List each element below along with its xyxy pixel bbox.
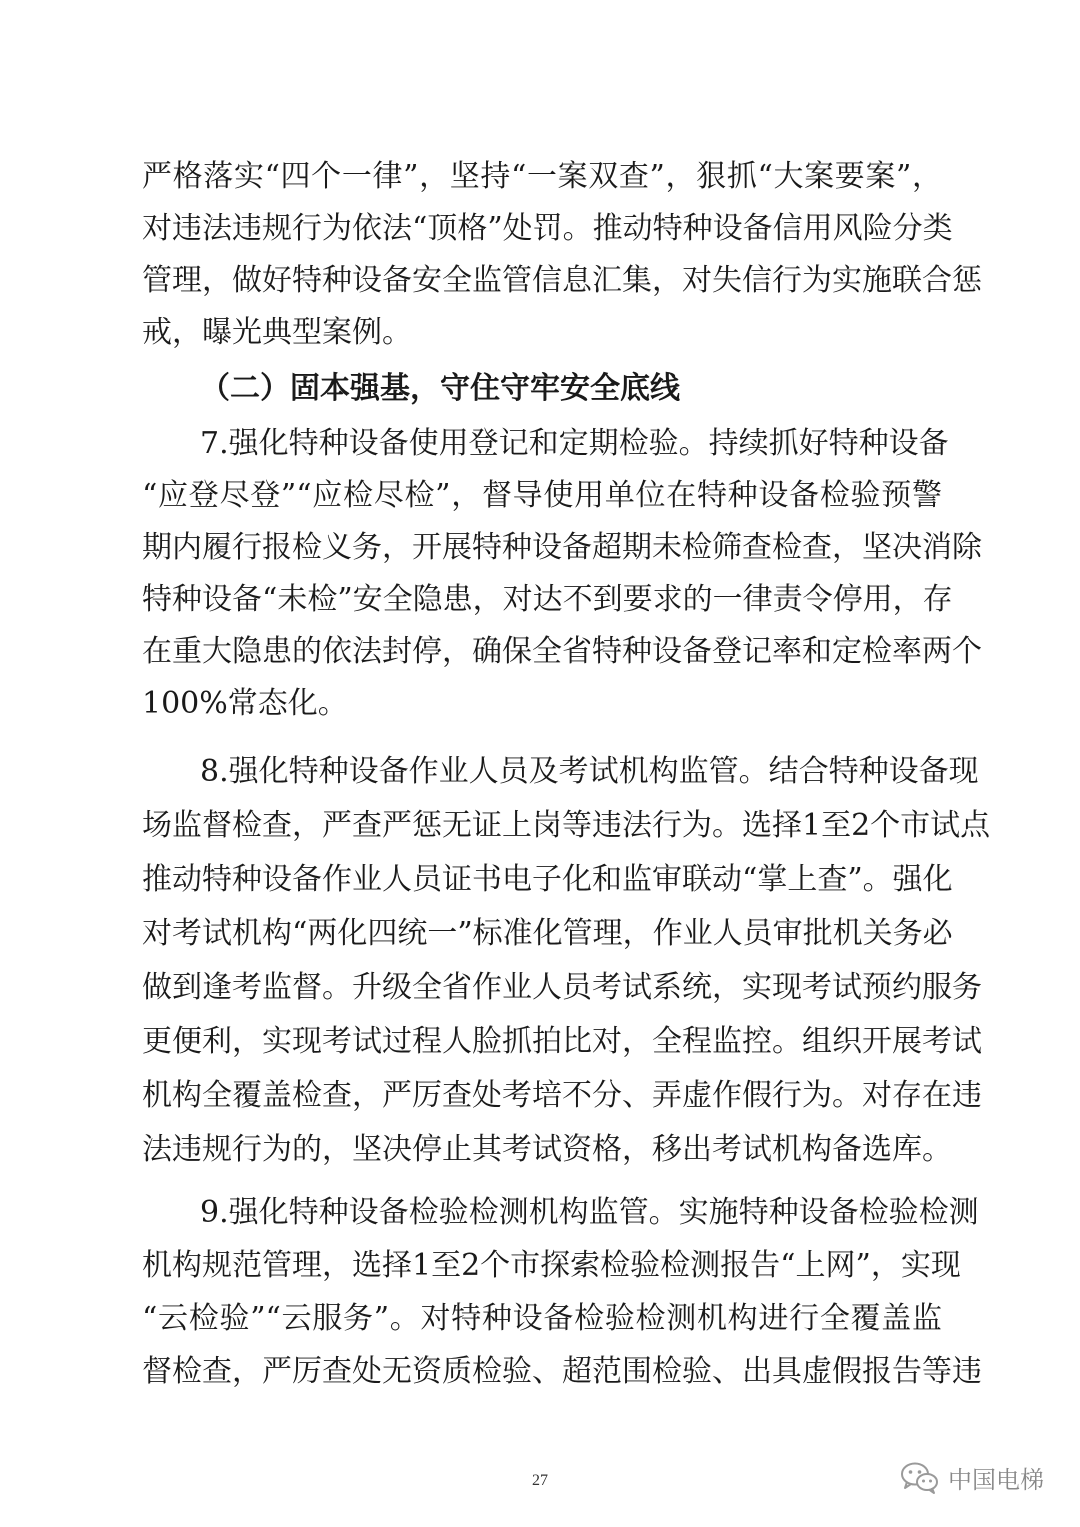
body-line: “应登尽登”“应检尽检”，督导使用单位在特种设备检验预警: [142, 478, 942, 513]
body-line: 场监督检查，严查严惩无证上岗等违法行为。选择1至2个市试点: [142, 808, 991, 843]
watermark-text: 中国电梯: [948, 1466, 1044, 1494]
body-line: 机构规范管理，选择1至2个市探索检验检测报告“上网”，实现: [142, 1248, 961, 1283]
body-line: 法违规行为的，坚决停止其考试资格，移出考试机构备选库。: [142, 1132, 952, 1167]
section-heading: （二）固本强基，守住守牢安全底线: [200, 371, 680, 406]
body-line: 机构全覆盖检查，严厉查处考培不分、弄虚作假行为。对存在违: [142, 1078, 982, 1113]
body-line: 更便利，实现考试过程人脸抓拍比对，全程监控。组织开展考试: [142, 1024, 982, 1059]
body-line: 7.强化特种设备使用登记和定期检验。持续抓好特种设备: [200, 426, 949, 461]
body-line: 9.强化特种设备检验检测机构监管。实施特种设备检验检测: [200, 1195, 979, 1230]
body-line: 推动特种设备作业人员证书电子化和监审联动“掌上查”。强化: [142, 862, 953, 897]
body-line: 对考试机构“两化四统一”标准化管理，作业人员审批机关务必: [142, 916, 953, 951]
body-line: 对违法违规行为依法“顶格”处罚。推动特种设备信用风险分类: [142, 211, 953, 246]
body-line: 做到逢考监督。升级全省作业人员考试系统，实现考试预约服务: [142, 970, 982, 1005]
body-line: 100%常态化。: [142, 686, 348, 721]
body-line: 8.强化特种设备作业人员及考试机构监管。结合特种设备现: [200, 754, 979, 789]
body-line: 期内履行报检义务，开展特种设备超期未检筛查检查，坚决消除: [142, 530, 982, 565]
body-line: 在重大隐患的依法封停，确保全省特种设备登记率和定检率两个: [142, 634, 982, 669]
body-line: 特种设备“未检”安全隐患，对达不到要求的一律责令停用，存: [142, 582, 953, 617]
wechat-icon: [900, 1461, 938, 1495]
body-line: 戒，曝光典型案例。: [142, 315, 412, 350]
watermark: [900, 1460, 1044, 1495]
body-line: 管理，做好特种设备安全监管信息汇集，对失信行为实施联合惩: [142, 263, 982, 298]
page-number: 27: [532, 1472, 548, 1489]
body-line: 督检查，严厉查处无资质检验、超范围检验、出具虚假报告等违: [142, 1354, 982, 1389]
body-line: 严格落实“四个一律”，坚持“一案双查”，狠抓“大案要案”，: [142, 159, 942, 194]
body-line: “云检验”“云服务”。对特种设备检验检测机构进行全覆盖监: [142, 1301, 942, 1336]
